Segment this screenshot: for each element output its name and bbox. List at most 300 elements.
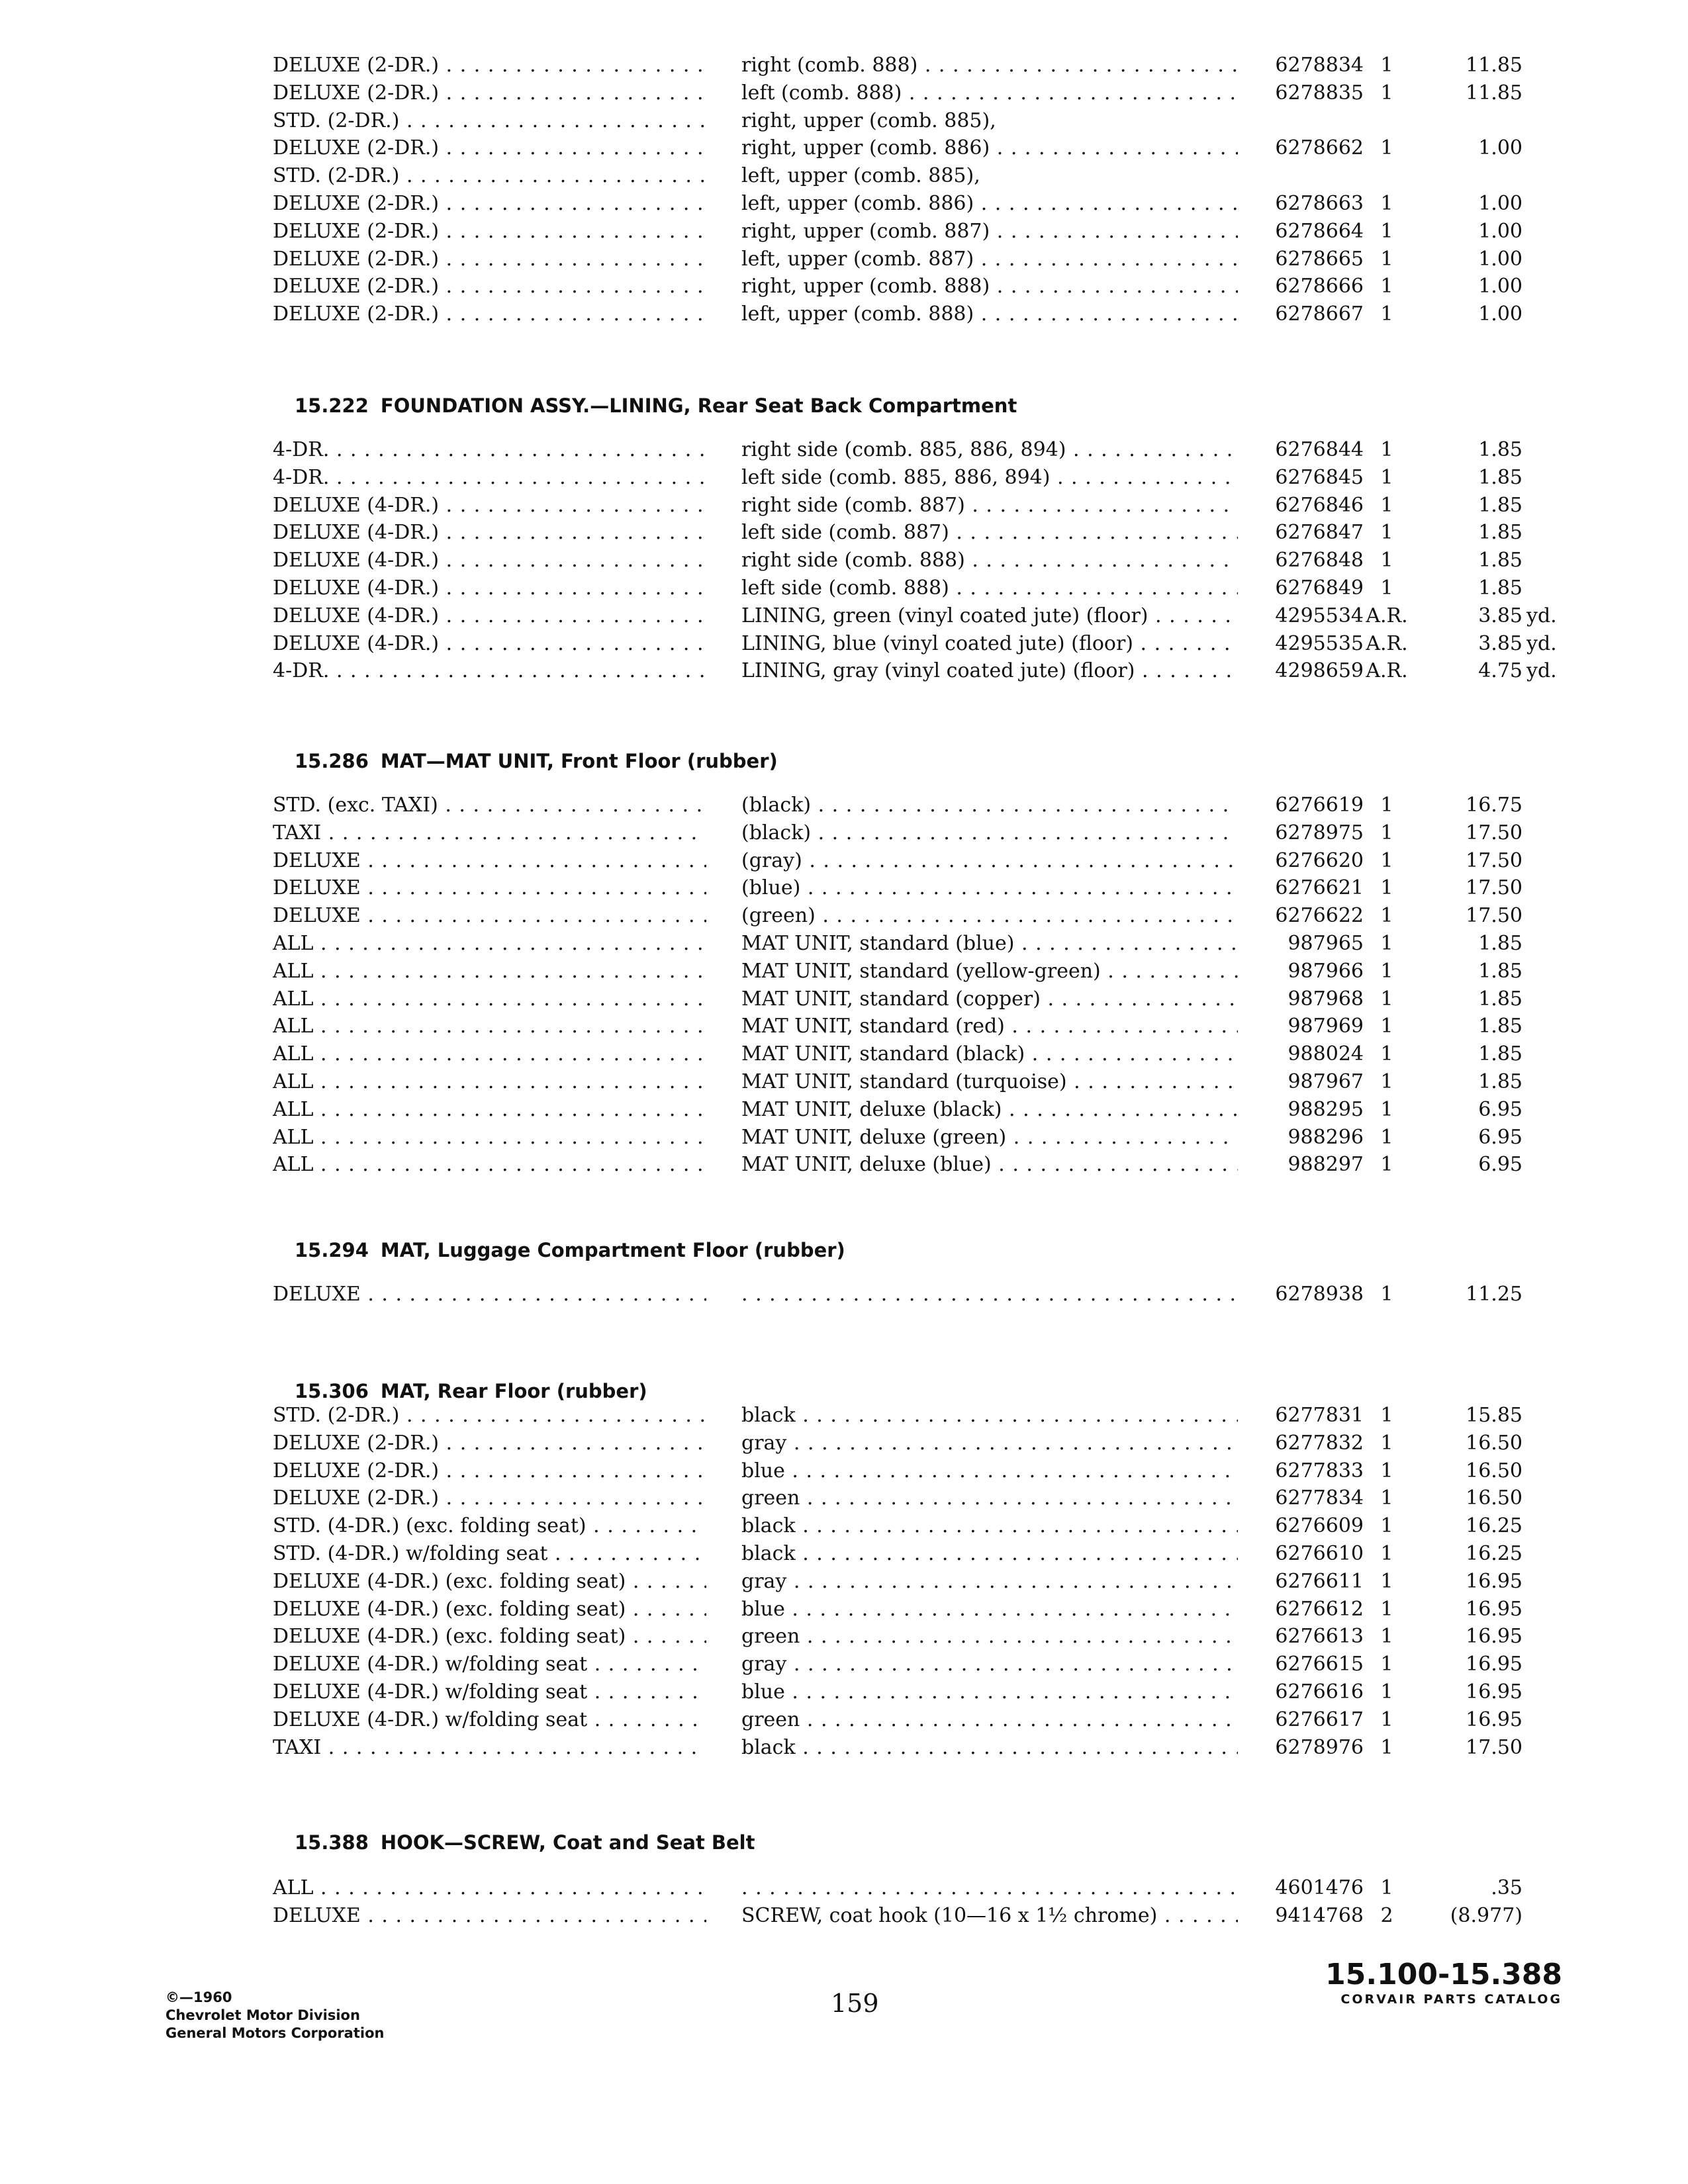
price-cell: 1.85 bbox=[1478, 438, 1523, 461]
part-number-cell: 988024 bbox=[1288, 1042, 1364, 1066]
part-number-cell: 4601476 bbox=[1275, 1876, 1364, 1899]
model-cell: DELUXE (4-DR.) w/folding seat . . . bbox=[273, 1651, 706, 1678]
model-cell: DELUXE . . . bbox=[273, 1902, 706, 1930]
page-number: 159 bbox=[831, 1989, 879, 2018]
parts-row bbox=[265, 1568, 1523, 1596]
description-cell: right side (comb. 885, 886, 894) . . . bbox=[741, 436, 1238, 464]
quantity-cell: 1 bbox=[1380, 1069, 1393, 1093]
part-number-cell: 6276845 bbox=[1275, 465, 1364, 489]
parts-row bbox=[265, 79, 1523, 107]
quantity-cell: 1 bbox=[1380, 1042, 1393, 1066]
parts-row bbox=[265, 1596, 1523, 1623]
description-cell: left, upper (comb. 888) . . . bbox=[741, 300, 1238, 328]
part-number-cell: 6276848 bbox=[1275, 549, 1364, 572]
quantity-cell: 1 bbox=[1380, 275, 1393, 298]
description-cell: blue . . . bbox=[741, 1457, 1238, 1485]
quantity-cell: 1 bbox=[1380, 1097, 1393, 1121]
catalog-footer bbox=[1258, 1958, 1562, 2007]
quantity-cell: 1 bbox=[1380, 1597, 1393, 1621]
section-number: 15.294 bbox=[295, 1239, 369, 1261]
quantity-cell: A.R. bbox=[1366, 631, 1408, 655]
part-number-cell: 6278834 bbox=[1275, 54, 1364, 77]
model-cell: DELUXE (4-DR.) w/folding seat . . . bbox=[273, 1706, 706, 1734]
part-number-cell: 6278665 bbox=[1275, 247, 1364, 271]
unit-cell: yd. bbox=[1526, 631, 1557, 655]
group-range: 15.100-15.388 bbox=[1325, 1958, 1562, 1991]
parts-row bbox=[265, 819, 1523, 847]
parts-row bbox=[265, 602, 1557, 630]
price-cell: 17.50 bbox=[1466, 904, 1523, 928]
description-cell: MAT UNIT, standard (black) . . . bbox=[741, 1040, 1238, 1068]
section-number: 15.306 bbox=[295, 1380, 369, 1402]
quantity-cell: 1 bbox=[1380, 302, 1393, 326]
quantity-cell: 1 bbox=[1380, 1735, 1393, 1759]
model-cell: DELUXE (4-DR.) . . . bbox=[273, 492, 706, 520]
parts-row bbox=[265, 300, 1523, 328]
parts-row bbox=[265, 1457, 1523, 1485]
part-number-cell: 6278664 bbox=[1275, 219, 1364, 243]
parts-row bbox=[265, 436, 1523, 464]
model-cell: DELUXE (4-DR.) (exc. folding seat) . . . bbox=[273, 1596, 706, 1623]
model-cell: DELUXE (4-DR.) w/folding seat . . . bbox=[273, 1678, 706, 1706]
part-number-cell: 987967 bbox=[1288, 1069, 1364, 1093]
quantity-cell: 1 bbox=[1380, 549, 1393, 572]
description-cell: black . . . bbox=[741, 1540, 1238, 1568]
model-cell: 4-DR. . . . bbox=[273, 436, 706, 464]
quantity-cell: 1 bbox=[1380, 1459, 1393, 1482]
parts-row bbox=[265, 1068, 1523, 1096]
quantity-cell: 1 bbox=[1380, 493, 1393, 517]
parts-table bbox=[265, 1402, 1523, 1761]
quantity-cell: 1 bbox=[1380, 848, 1393, 872]
model-cell: TAXI . . . bbox=[273, 819, 706, 847]
quantity-cell: 1 bbox=[1380, 1153, 1393, 1177]
parts-table bbox=[265, 436, 1557, 685]
model-cell: 4-DR. . . . bbox=[273, 464, 706, 492]
part-number-cell: 988296 bbox=[1288, 1125, 1364, 1149]
description-cell: black . . . bbox=[741, 1734, 1238, 1762]
price-cell: 1.00 bbox=[1478, 136, 1523, 160]
model-cell: DELUXE (2-DR.) . . . bbox=[273, 1457, 706, 1485]
part-number-cell: 6276612 bbox=[1275, 1597, 1364, 1621]
description-cell: gray . . . bbox=[741, 1651, 1238, 1678]
description-cell: left, upper (comb. 885), bbox=[741, 164, 980, 188]
price-cell: 1.85 bbox=[1478, 931, 1523, 955]
part-number-cell: 6276849 bbox=[1275, 576, 1364, 600]
part-number-cell: 6276847 bbox=[1275, 521, 1364, 545]
quantity-cell: 1 bbox=[1380, 1514, 1393, 1538]
price-cell: 16.75 bbox=[1466, 794, 1523, 817]
quantity-cell: 1 bbox=[1380, 1404, 1393, 1427]
model-cell: DELUXE (4-DR.) (exc. folding seat) . . . bbox=[273, 1623, 706, 1651]
price-cell: 11.85 bbox=[1466, 54, 1523, 77]
parts-row bbox=[265, 1678, 1523, 1706]
model-cell: STD. (2-DR.) . . . bbox=[273, 107, 706, 135]
parts-row bbox=[265, 1013, 1523, 1040]
part-number-cell: 987966 bbox=[1288, 959, 1364, 983]
description-cell: (green) . . . bbox=[741, 902, 1238, 930]
quantity-cell: 1 bbox=[1380, 1431, 1393, 1455]
unit-cell: yd. bbox=[1526, 659, 1557, 683]
description-cell: (black) . . . bbox=[741, 792, 1238, 819]
description-cell: right, upper (comb. 887) . . . bbox=[741, 218, 1238, 246]
part-number-cell: 6276620 bbox=[1275, 848, 1364, 872]
parts-row bbox=[265, 1623, 1523, 1651]
part-number-cell: 6276617 bbox=[1275, 1707, 1364, 1731]
price-cell: 16.95 bbox=[1466, 1625, 1523, 1649]
description-cell: right side (comb. 888) . . . bbox=[741, 547, 1238, 574]
description-cell: left side (comb. 888) . . . bbox=[741, 574, 1238, 602]
part-number-cell: 6278666 bbox=[1275, 275, 1364, 298]
price-cell: 1.85 bbox=[1478, 987, 1523, 1011]
quantity-cell: 1 bbox=[1380, 794, 1393, 817]
quantity-cell: 1 bbox=[1380, 81, 1393, 105]
price-cell: 15.85 bbox=[1466, 1404, 1523, 1427]
price-cell: 17.50 bbox=[1466, 848, 1523, 872]
price-cell: 17.50 bbox=[1466, 821, 1523, 844]
parts-table bbox=[265, 52, 1523, 328]
price-cell: .35 bbox=[1491, 1876, 1523, 1899]
quantity-cell: 1 bbox=[1380, 465, 1393, 489]
part-number-cell: 6276846 bbox=[1275, 493, 1364, 517]
model-cell: DELUXE (4-DR.) . . . bbox=[273, 602, 706, 630]
part-number-cell: 6278975 bbox=[1275, 821, 1364, 844]
description-cell: green . . . bbox=[741, 1484, 1238, 1512]
price-cell: 1.00 bbox=[1478, 275, 1523, 298]
quantity-cell: 1 bbox=[1380, 876, 1393, 900]
section-title: MAT, Rear Floor (rubber) bbox=[380, 1380, 647, 1402]
copyright-corporation: General Motors Corporation bbox=[165, 2025, 385, 2041]
description-cell: left, upper (comb. 886) . . . bbox=[741, 190, 1238, 218]
description-cell: gray . . . bbox=[741, 1568, 1238, 1596]
part-number-cell: 6276619 bbox=[1275, 794, 1364, 817]
price-cell: 16.50 bbox=[1466, 1431, 1523, 1455]
description-cell: MAT UNIT, standard (copper) . . . bbox=[741, 985, 1238, 1013]
price-cell: 17.50 bbox=[1466, 1735, 1523, 1759]
section-heading bbox=[295, 1831, 755, 1854]
quantity-cell: 1 bbox=[1380, 521, 1393, 545]
part-number-cell: 4298659 bbox=[1275, 659, 1364, 683]
part-number-cell: 6276615 bbox=[1275, 1653, 1364, 1676]
parts-row bbox=[265, 492, 1523, 520]
parts-row bbox=[265, 190, 1523, 218]
description-cell: (blue) . . . bbox=[741, 874, 1238, 902]
part-number-cell: 6276609 bbox=[1275, 1514, 1364, 1538]
section-title: MAT, Luggage Compartment Floor (rubber) bbox=[380, 1239, 845, 1261]
part-number-cell: 6278835 bbox=[1275, 81, 1364, 105]
price-cell: 1.85 bbox=[1478, 1069, 1523, 1093]
section-title: FOUNDATION ASSY.—LINING, Rear Seat Back Compartment bbox=[380, 394, 1017, 417]
quantity-cell: 2 bbox=[1380, 1903, 1393, 1927]
part-number-cell: 4295534 bbox=[1275, 604, 1364, 627]
parts-row bbox=[265, 1096, 1523, 1124]
description-cell: LINING, gray (vinyl coated jute) (floor) . . . bbox=[741, 657, 1238, 685]
part-number-cell: 4295535 bbox=[1275, 631, 1364, 655]
parts-row bbox=[265, 107, 1523, 135]
description-cell: right, upper (comb. 885), bbox=[741, 109, 996, 132]
part-number-cell: 6278663 bbox=[1275, 191, 1364, 215]
parts-row bbox=[265, 902, 1523, 930]
parts-row bbox=[265, 985, 1523, 1013]
price-cell: 11.25 bbox=[1466, 1283, 1523, 1306]
parts-row bbox=[265, 1040, 1523, 1068]
parts-table bbox=[265, 1281, 1523, 1308]
price-cell: 16.95 bbox=[1466, 1569, 1523, 1593]
quantity-cell: 1 bbox=[1380, 987, 1393, 1011]
parts-row bbox=[265, 1902, 1523, 1930]
price-cell: 1.00 bbox=[1478, 247, 1523, 271]
quantity-cell: 1 bbox=[1380, 136, 1393, 160]
section-heading bbox=[295, 394, 1017, 417]
section-number: 15.388 bbox=[295, 1831, 369, 1854]
description-cell: left, upper (comb. 887) . . . bbox=[741, 246, 1238, 273]
description-cell: green . . . bbox=[741, 1623, 1238, 1651]
parts-row bbox=[265, 273, 1523, 300]
description-cell: (gray) . . . bbox=[741, 847, 1238, 875]
quantity-cell: 1 bbox=[1380, 1125, 1393, 1149]
model-cell: DELUXE (2-DR.) . . . bbox=[273, 273, 706, 300]
description-cell: MAT UNIT, standard (red) . . . bbox=[741, 1013, 1238, 1040]
parts-row bbox=[265, 1151, 1523, 1179]
description-cell: MAT UNIT, deluxe (black) . . . bbox=[741, 1096, 1238, 1124]
part-number-cell: 6278976 bbox=[1275, 1735, 1364, 1759]
parts-table bbox=[265, 1874, 1523, 1930]
quantity-cell: 1 bbox=[1380, 1486, 1393, 1510]
quantity-cell: 1 bbox=[1380, 1707, 1393, 1731]
description-cell: blue . . . bbox=[741, 1678, 1238, 1706]
model-cell: STD. (exc. TAXI) . . . bbox=[273, 792, 706, 819]
section-number: 15.286 bbox=[295, 750, 369, 772]
price-cell: 1.85 bbox=[1478, 465, 1523, 489]
copyright-notice bbox=[165, 1989, 384, 2042]
quantity-cell: 1 bbox=[1380, 1283, 1393, 1306]
quantity-cell: 1 bbox=[1380, 931, 1393, 955]
part-number-cell: 6276610 bbox=[1275, 1541, 1364, 1565]
price-cell: 3.85 bbox=[1478, 604, 1523, 627]
parts-row bbox=[265, 1540, 1523, 1568]
parts-row bbox=[265, 1430, 1523, 1457]
parts-row bbox=[265, 657, 1557, 685]
parts-row bbox=[265, 218, 1523, 246]
part-number-cell: 988297 bbox=[1288, 1153, 1364, 1177]
quantity-cell: 1 bbox=[1380, 959, 1393, 983]
price-cell: 6.95 bbox=[1478, 1125, 1523, 1149]
quantity-cell: 1 bbox=[1380, 1876, 1393, 1899]
description-cell: MAT UNIT, deluxe (green) . . . bbox=[741, 1124, 1238, 1152]
quantity-cell: 1 bbox=[1380, 438, 1393, 461]
part-number-cell: 6276622 bbox=[1275, 904, 1364, 928]
part-number-cell: 6277833 bbox=[1275, 1459, 1364, 1482]
copyright-division: Chevrolet Motor Division bbox=[165, 2007, 360, 2023]
parts-row bbox=[265, 1512, 1523, 1540]
model-cell: TAXI . . . bbox=[273, 1734, 706, 1762]
parts-row bbox=[265, 519, 1523, 547]
price-cell: 17.50 bbox=[1466, 876, 1523, 900]
description-cell: MAT UNIT, deluxe (blue) . . . bbox=[741, 1151, 1238, 1179]
model-cell: DELUXE (2-DR.) . . . bbox=[273, 190, 706, 218]
quantity-cell: 1 bbox=[1380, 1015, 1393, 1038]
model-cell: ALL . . . bbox=[273, 1068, 706, 1096]
price-cell: 1.85 bbox=[1478, 493, 1523, 517]
description-cell: LINING, green (vinyl coated jute) (floor) . . . bbox=[741, 602, 1238, 630]
parts-row bbox=[265, 1651, 1523, 1678]
price-cell: 16.95 bbox=[1466, 1597, 1523, 1621]
description-cell: gray . . . bbox=[741, 1430, 1238, 1457]
model-cell: STD. (2-DR.) . . . bbox=[273, 1402, 706, 1430]
copyright-year: ©—1960 bbox=[165, 1989, 232, 2005]
model-cell: DELUXE (2-DR.) . . . bbox=[273, 1484, 706, 1512]
section-heading bbox=[295, 750, 778, 772]
model-cell: ALL . . . bbox=[273, 1124, 706, 1152]
model-cell: ALL . . . bbox=[273, 1040, 706, 1068]
quantity-cell: 1 bbox=[1380, 191, 1393, 215]
model-cell: DELUXE (2-DR.) . . . bbox=[273, 1430, 706, 1457]
price-cell: 1.85 bbox=[1478, 959, 1523, 983]
quantity-cell: 1 bbox=[1380, 1653, 1393, 1676]
price-cell: 1.85 bbox=[1478, 1042, 1523, 1066]
parts-row bbox=[265, 630, 1557, 658]
parts-row bbox=[265, 52, 1523, 79]
quantity-cell: A.R. bbox=[1366, 604, 1408, 627]
description-cell: green . . . bbox=[741, 1706, 1238, 1734]
model-cell: ALL . . . bbox=[273, 1096, 706, 1124]
part-number-cell: 6276844 bbox=[1275, 438, 1364, 461]
description-cell: MAT UNIT, standard (blue) . . . bbox=[741, 930, 1238, 958]
model-cell: STD. (4-DR.) w/folding seat . . . bbox=[273, 1540, 706, 1568]
part-number-cell: 988295 bbox=[1288, 1097, 1364, 1121]
parts-row bbox=[265, 246, 1523, 273]
price-cell: 16.95 bbox=[1466, 1680, 1523, 1704]
model-cell: STD. (2-DR.) . . . bbox=[273, 162, 706, 190]
model-cell: ALL . . . bbox=[273, 1013, 706, 1040]
price-cell: 6.95 bbox=[1478, 1097, 1523, 1121]
parts-row bbox=[265, 1281, 1523, 1308]
parts-row bbox=[265, 847, 1523, 875]
model-cell: ALL . . . bbox=[273, 1151, 706, 1179]
part-number-cell: 987969 bbox=[1288, 1015, 1364, 1038]
quantity-cell: 1 bbox=[1380, 576, 1393, 600]
model-cell: DELUXE (2-DR.) . . . bbox=[273, 134, 706, 162]
model-cell: ALL . . . bbox=[273, 1874, 706, 1902]
quantity-cell: 1 bbox=[1380, 1625, 1393, 1649]
price-cell: 16.95 bbox=[1466, 1653, 1523, 1676]
quantity-cell: A.R. bbox=[1366, 659, 1408, 683]
parts-row bbox=[265, 1734, 1523, 1762]
description-cell: SCREW, coat hook (10—16 x 1½ chrome) . . . bbox=[741, 1902, 1238, 1930]
price-cell: 1.85 bbox=[1478, 1015, 1523, 1038]
price-cell: 1.85 bbox=[1478, 521, 1523, 545]
parts-row bbox=[265, 1402, 1523, 1430]
parts-table bbox=[265, 792, 1523, 1179]
model-cell: DELUXE . . . bbox=[273, 1281, 706, 1308]
model-cell: DELUXE (2-DR.) . . . bbox=[273, 300, 706, 328]
section-number: 15.222 bbox=[295, 394, 369, 417]
price-cell: 1.00 bbox=[1478, 191, 1523, 215]
part-number-cell: 9414768 bbox=[1275, 1903, 1364, 1927]
model-cell: DELUXE (4-DR.) . . . bbox=[273, 630, 706, 658]
parts-row bbox=[265, 547, 1523, 574]
model-cell: DELUXE (4-DR.) . . . bbox=[273, 547, 706, 574]
description-cell: right (comb. 888) . . . bbox=[741, 52, 1238, 79]
description-cell: right side (comb. 887) . . . bbox=[741, 492, 1238, 520]
description-cell: (black) . . . bbox=[741, 819, 1238, 847]
quantity-cell: 1 bbox=[1380, 1569, 1393, 1593]
parts-row bbox=[265, 1874, 1523, 1902]
description-cell: MAT UNIT, standard (turquoise) . . . bbox=[741, 1068, 1238, 1096]
description-cell: LINING, blue (vinyl coated jute) (floor) . . . bbox=[741, 630, 1238, 658]
price-cell: 16.50 bbox=[1466, 1459, 1523, 1482]
quantity-cell: 1 bbox=[1380, 1541, 1393, 1565]
part-number-cell: 6277831 bbox=[1275, 1404, 1364, 1427]
price-cell: 16.95 bbox=[1466, 1707, 1523, 1731]
price-cell: 1.85 bbox=[1478, 549, 1523, 572]
model-cell: DELUXE . . . bbox=[273, 902, 706, 930]
model-cell: ALL . . . bbox=[273, 985, 706, 1013]
description-cell: left side (comb. 885, 886, 894) . . . bbox=[741, 464, 1238, 492]
description-cell: blue . . . bbox=[741, 1596, 1238, 1623]
model-cell: DELUXE (4-DR.) . . . bbox=[273, 574, 706, 602]
model-cell: DELUXE . . . bbox=[273, 874, 706, 902]
part-number-cell: 6278662 bbox=[1275, 136, 1364, 160]
quantity-cell: 1 bbox=[1380, 219, 1393, 243]
unit-cell: yd. bbox=[1526, 604, 1557, 627]
price-cell: (8.977) bbox=[1450, 1903, 1523, 1927]
model-cell: DELUXE (2-DR.) . . . bbox=[273, 79, 706, 107]
description-cell: right, upper (comb. 886) . . . bbox=[741, 134, 1238, 162]
description-cell bbox=[741, 1281, 1238, 1308]
model-cell: STD. (4-DR.) (exc. folding seat) . . . bbox=[273, 1512, 706, 1540]
model-cell: ALL . . . bbox=[273, 958, 706, 985]
part-number-cell: 6276616 bbox=[1275, 1680, 1364, 1704]
price-cell: 16.25 bbox=[1466, 1541, 1523, 1565]
parts-row bbox=[265, 134, 1523, 162]
part-number-cell: 6276613 bbox=[1275, 1625, 1364, 1649]
parts-row bbox=[265, 958, 1523, 985]
catalog-title: CORVAIR PARTS CATALOG bbox=[1340, 1992, 1562, 2007]
part-number-cell: 6277834 bbox=[1275, 1486, 1364, 1510]
price-cell: 3.85 bbox=[1478, 631, 1523, 655]
part-number-cell: 987968 bbox=[1288, 987, 1364, 1011]
part-number-cell: 987965 bbox=[1288, 931, 1364, 955]
quantity-cell: 1 bbox=[1380, 904, 1393, 928]
part-number-cell: 6276621 bbox=[1275, 876, 1364, 900]
model-cell: DELUXE (2-DR.) . . . bbox=[273, 218, 706, 246]
price-cell: 1.00 bbox=[1478, 219, 1523, 243]
section-title: HOOK—SCREW, Coat and Seat Belt bbox=[380, 1831, 755, 1854]
part-number-cell: 6276611 bbox=[1275, 1569, 1364, 1593]
price-cell: 6.95 bbox=[1478, 1153, 1523, 1177]
description-cell: left (comb. 888) . . . bbox=[741, 79, 1238, 107]
model-cell: 4-DR. . . . bbox=[273, 657, 706, 685]
price-cell: 4.75 bbox=[1478, 659, 1523, 683]
parts-row bbox=[265, 162, 1523, 190]
model-cell: DELUXE (2-DR.) . . . bbox=[273, 52, 706, 79]
quantity-cell: 1 bbox=[1380, 1680, 1393, 1704]
parts-row bbox=[265, 1484, 1523, 1512]
parts-row bbox=[265, 574, 1523, 602]
price-cell: 1.85 bbox=[1478, 576, 1523, 600]
model-cell: DELUXE (4-DR.) (exc. folding seat) . . . bbox=[273, 1568, 706, 1596]
price-cell: 16.25 bbox=[1466, 1514, 1523, 1538]
parts-row bbox=[265, 930, 1523, 958]
price-cell: 11.85 bbox=[1466, 81, 1523, 105]
parts-row bbox=[265, 1706, 1523, 1734]
model-cell: DELUXE (4-DR.) . . . bbox=[273, 519, 706, 547]
description-cell: MAT UNIT, standard (yellow-green) . . . bbox=[741, 958, 1238, 985]
model-cell: DELUXE . . . bbox=[273, 847, 706, 875]
part-number-cell: 6278667 bbox=[1275, 302, 1364, 326]
description-cell: black . . . bbox=[741, 1512, 1238, 1540]
